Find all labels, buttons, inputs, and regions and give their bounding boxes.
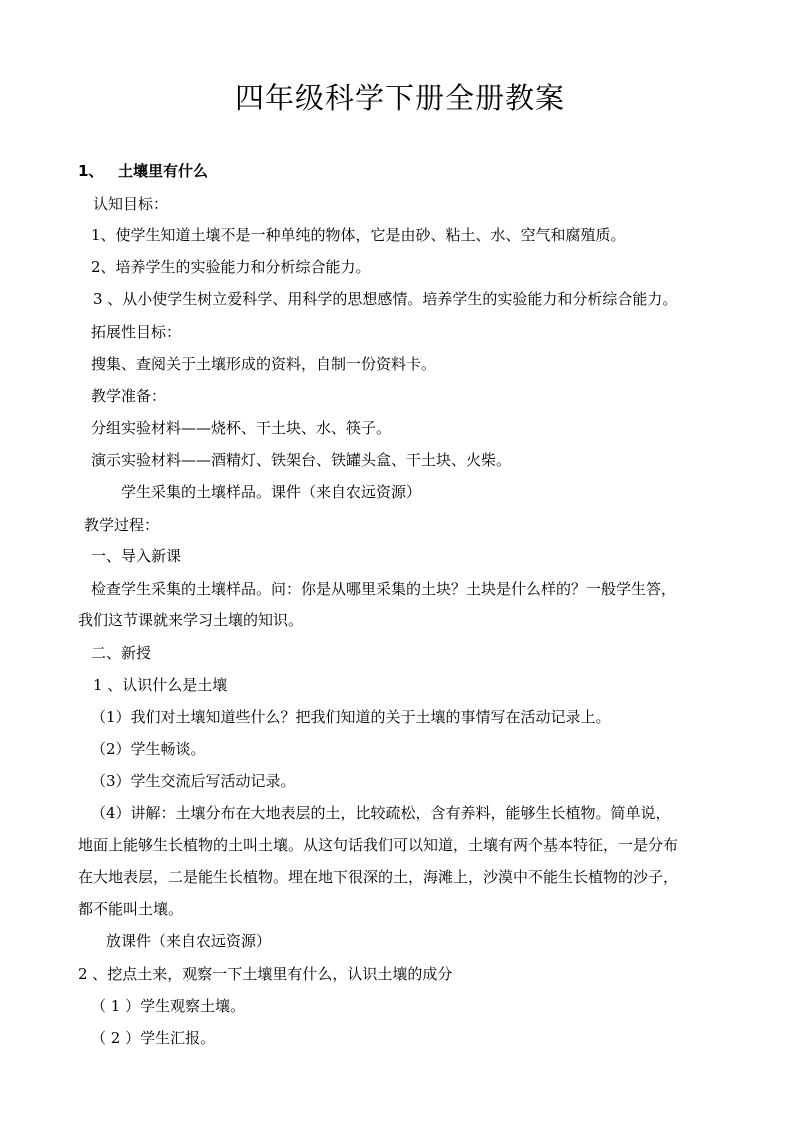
- text-line: （ 2 ）学生汇报。: [91, 1029, 216, 1047]
- lesson-number: 1、: [78, 162, 104, 180]
- text-line: 搜集、查阅关于土壤形成的资料，自制一份资料卡。: [91, 355, 437, 373]
- lesson-heading: [78, 160, 208, 182]
- text-line: 拓展性目标：: [91, 323, 182, 341]
- text-line: （3）学生交流后写活动记录。: [91, 772, 296, 790]
- text-line: 1、使学生知道土壤不是一种单纯的物体，它是由砂、粘土、水、空气和腐殖质。: [91, 226, 626, 244]
- text-line: 认知目标：: [93, 195, 169, 213]
- text-line: 教学准备：: [91, 387, 167, 405]
- text-line: 演示实验材料——酒精灯、铁架台、铁罐头盒、干土块、火柴。: [91, 451, 512, 469]
- text-line: 都不能叫土壤。: [78, 900, 184, 918]
- text-line: 2 、挖点土来，观察一下土壤里有什么，认识土壤的成分: [78, 965, 453, 983]
- text-line: （1）我们对土壤知道些什么？把我们知道的关于土壤的事情写在活动记录上。: [91, 708, 611, 726]
- text-line: 在大地表层，二是能生长植物。埋在地下很深的土，海滩上，沙漠中不能生长植物的沙子，: [78, 868, 679, 886]
- text-line: 地面上能够生长植物的土叫土壤。从这句话我们可以知道，土壤有两个基本特征，一是分布: [78, 836, 679, 854]
- text-line: 检查学生采集的土壤样品。问：你是从哪里采集的土块？土块是什么样的？一般学生答，: [91, 580, 677, 598]
- text-line: 一、导入新课: [91, 547, 182, 565]
- lesson-name: 土壤里有什么: [118, 162, 209, 180]
- text-line: 分组实验材料——烧杯、干土块、水、筷子。: [91, 419, 392, 437]
- text-line: 教学过程：: [84, 516, 160, 534]
- text-line: 放课件（来自农远资源）: [106, 932, 272, 950]
- text-line: 我们这节课就来学习土壤的知识。: [78, 611, 304, 629]
- text-line: 二、新授: [91, 644, 152, 662]
- text-line: （ 1 ）学生观察土壤。: [91, 997, 246, 1015]
- text-line: 2、培养学生的实验能力和分析综合能力。: [91, 258, 371, 276]
- text-line: 3 、从小使学生树立爱科学、用科学的思想感情。培养学生的实验能力和分析综合能力。: [93, 290, 678, 308]
- document-title: 四年级科学下册全册教案: [234, 81, 565, 115]
- text-line: （4）讲解：土壤分布在大地表层的土，比较疏松，含有养料，能够生长植物。简单说，: [91, 804, 671, 822]
- text-line: （2）学生畅谈。: [91, 740, 206, 758]
- text-line: 学生采集的土壤样品。课件（来自农远资源）: [121, 483, 422, 501]
- text-line: 1 、认识什么是土壤: [93, 676, 228, 694]
